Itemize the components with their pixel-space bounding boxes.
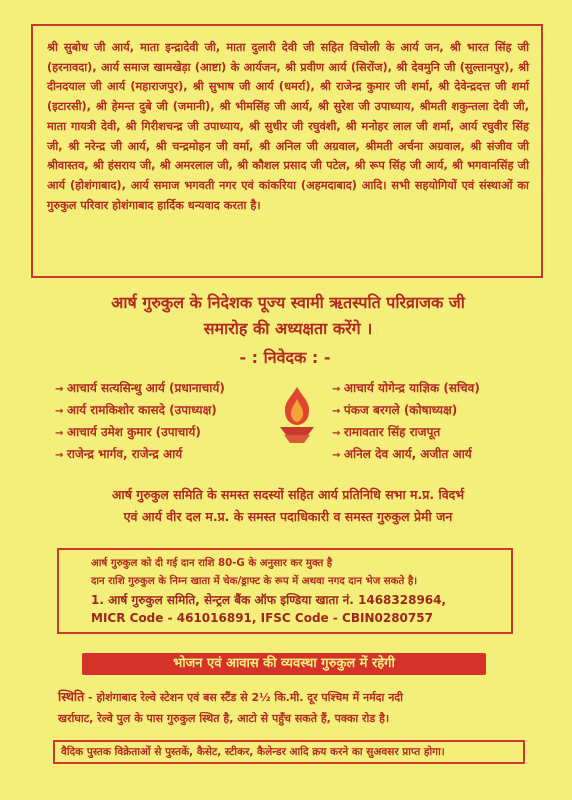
samiti-line-1: आर्ष गुरुकुल समिति के समस्त सदस्यों सहित आर्य प्रतिनिधि सभा म.प्र. विदर्भ — [111, 487, 465, 502]
nivedak-left-list — [55, 378, 270, 466]
food-lodging-banner: भोजन एवं आवास की व्यवस्था गुरुकुल में रहेगी — [82, 653, 486, 675]
nivedak-right-list — [332, 378, 542, 466]
location-info — [58, 686, 530, 729]
donation-line-2: दान राशि गुरुकुल के निम्न खाता में चेक/ड्राफ्ट के रूप में अथवा नगद दान भेज सकते है। — [91, 576, 418, 587]
bookseller-note — [53, 740, 525, 764]
director-heading — [40, 290, 536, 342]
nivedak-label: - : निवेदक : - — [239, 348, 331, 367]
nivedak-right-item: → पंकज बरगले (कोषाध्यक्ष) — [332, 400, 542, 422]
location-label: स्थिति — [58, 689, 85, 704]
heading-line-1: आर्ष गुरुकुल के निदेशक पूज्य स्वामी ऋतस्पति परिव्राजक जी — [111, 293, 465, 312]
nivedak-left-item: → आर्य रामकिशोर कासदे (उपाध्यक्ष) — [55, 400, 270, 422]
donation-box — [57, 548, 513, 634]
nivedak-right-item: → अनिल देव आर्य, अजीत आर्य — [332, 444, 542, 466]
bank-codes: MICR Code - 461016891, IFSC Code - CBIN0280757 — [91, 611, 433, 625]
location-text-1: - होशंगाबाद रेल्वे स्टेशन एवं बस स्टैंड से 2½ कि.मी. दूर पश्चिम में नर्मदा नदी — [88, 691, 403, 704]
nivedak-right-item: → रामावतार सिंह राजपूत — [332, 422, 542, 444]
bookseller-text: वैदिक पुस्तक विक्रेताओं से पुस्तकें, कैसेट, स्टीकर, कैलेन्डर आदि क्रय करने का सुअवसर प्राप्त होगा। — [61, 746, 445, 758]
samiti-line-2: एवं आर्य वीर दल म.प्र. के समस्त पदाधिकारी व समस्त गुरुकुल प्रेमी जन — [123, 509, 453, 524]
bank-account: 1. आर्ष गुरुकुल समिति, सेन्ट्रल बैंक ऑफ इण्डिया खाता नं. 1468328964, — [91, 593, 447, 607]
thanks-box — [31, 24, 543, 278]
nivedak-left-item: → राजेन्द्र भार्गव, राजेन्द्र आर्य — [55, 444, 270, 466]
heading-line-2: समारोह की अध्यक्षता करेंगे । — [203, 319, 373, 338]
location-text-2: खर्राघाट, रेल्वे पुल के पास गुरुकुल स्थित है, आटो से पहुँच सकते हैं, पक्का रोड है। — [58, 712, 390, 725]
nivedak-left-item: → आचार्य सत्यसिन्धु आर्य (प्रधानाचार्य) — [55, 378, 270, 400]
nivedak-right-item: → आचार्य योगेन्द्र याज्ञिक (सचिव) — [332, 378, 542, 400]
samiti-text — [40, 484, 536, 528]
havan-kund-icon — [272, 385, 322, 447]
nivedak-left-item: → आचार्य उमेश कुमार (उपाचार्य) — [55, 422, 270, 444]
thanks-text: श्री सुबोध जी आर्य, माता इन्द्रादेवी जी, माता दुलारी देवी जी सहित विचोली के आर्य जन, श्री भारत सिंह जी (हरनावदा), आर्य समाज खामखेड़ा (आष्टा) के आर्यजन, श्री प्रवीण आर्य (सिरोंज), श्री देवमुनि जी (सुल्तानपुर), श्री दीनदयाल जी आर्य (महाराजपुर), श्री सुभाष जी आर्य (धमर्रा), श्री राजेन्द्र कुमार जी शर्मा, श्री देवेन्द्रदत्त जी शर्मा (इटारसी), श्री हेमन्त दुबे जी (जमानी), श्री भीमसिंह जी आर्य, श्री सुरेश जी उपाध्याय, श्रीमती शकुन्तला देवी जी, माता गायत्री देवी, श्री गिरीशचन्द्र जी उपाध्याय, श्री सुधीर जी रघुवंशी, श्री मनोहर लाल जी शर्मा, आर्य रघुवीर सिंह जी, श्री नरेन्द्र जी आर्य, श्री चन्द्रमोहन जी वर्मा, श्री अनिल जी अग्रवाल, श्रीमती अर्चना अग्रवाल, श्री संजीव जी श्रीवास्तव, श्री हंसराय जी, श्री अमरलाल जी, श्री कौशल प्रसाद जी पटेल, श्री रूप सिंह जी आर्य, श्री भगवानसिंह जी आर्य (होशंगाबाद), आर्य समाज भगवती नगर एवं कांकरिया (अहमदाबाद) आदि। सभी सहयोगियों एवं संस्थाओं का गुरुकुल परिवार होशंगाबाद हार्दिक धन्यवाद करता है। — [47, 41, 529, 212]
donation-line-1: आर्ष गुरुकुल को दी गई दान राशि 80-G के अनुसार कर मुक्त है — [91, 558, 333, 569]
